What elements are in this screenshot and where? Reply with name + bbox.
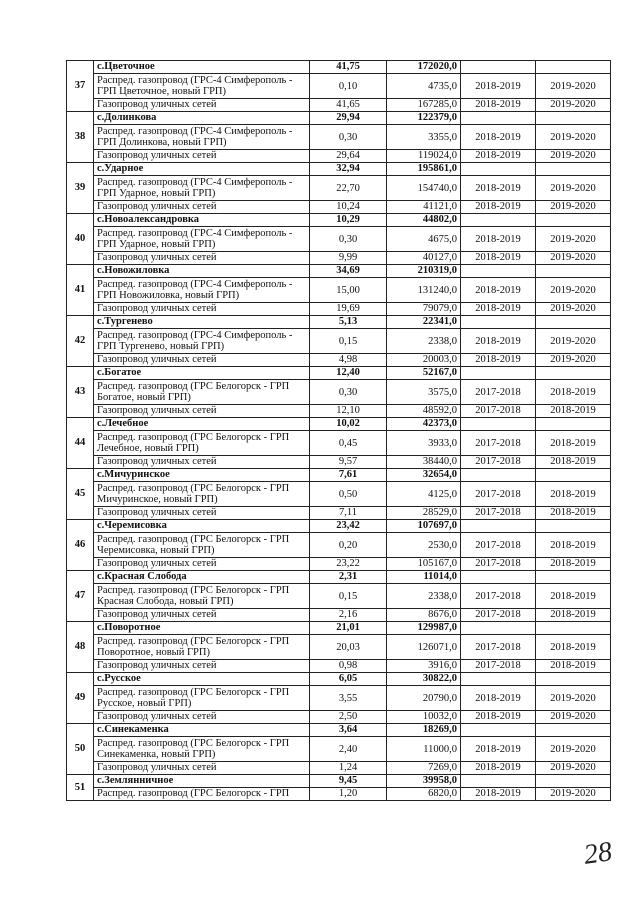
settlement-cost: 42373,0	[387, 418, 461, 431]
pipeline-row	[67, 482, 611, 507]
pipeline-cost: 79079,0	[387, 303, 461, 316]
end-period: 2018-2019	[536, 431, 611, 456]
settlement-cost: 32654,0	[387, 469, 461, 482]
settlement-name: с.Новожиловка	[94, 265, 310, 278]
pipeline-row	[67, 507, 611, 520]
pipeline-length: 0,98	[310, 660, 387, 673]
end-period: 2019-2020	[536, 252, 611, 265]
pipeline-row	[67, 533, 611, 558]
pipeline-cost: 126071,0	[387, 635, 461, 660]
end-period-cell	[536, 520, 611, 533]
row-number: 46	[67, 520, 94, 571]
settlement-row	[67, 622, 611, 635]
pipeline-row	[67, 303, 611, 316]
settlement-name: с.Мичуринское	[94, 469, 310, 482]
settlement-length: 10,29	[310, 214, 387, 227]
start-period-cell	[461, 775, 536, 788]
pipeline-length: 2,40	[310, 737, 387, 762]
start-period-cell	[461, 265, 536, 278]
settlement-length: 23,42	[310, 520, 387, 533]
pipeline-row	[67, 456, 611, 469]
pipeline-cost: 3575,0	[387, 380, 461, 405]
start-period: 2018-2019	[461, 762, 536, 775]
end-period: 2019-2020	[536, 125, 611, 150]
pipeline-name: Распред. газопровод (ГРС Белогорск - ГРП Русское, новый ГРП)	[94, 686, 310, 711]
end-period-cell	[536, 622, 611, 635]
start-period-cell	[461, 367, 536, 380]
start-period-cell	[461, 163, 536, 176]
settlement-row	[67, 520, 611, 533]
settlement-length: 10,02	[310, 418, 387, 431]
pipeline-cost: 154740,0	[387, 176, 461, 201]
start-period-cell	[461, 724, 536, 737]
pipeline-row	[67, 329, 611, 354]
end-period-cell	[536, 265, 611, 278]
pipeline-cost: 11000,0	[387, 737, 461, 762]
settlement-cost: 195861,0	[387, 163, 461, 176]
row-number: 44	[67, 418, 94, 469]
pipeline-name: Газопровод уличных сетей	[94, 150, 310, 163]
start-period: 2017-2018	[461, 558, 536, 571]
settlement-name: с.Синекаменка	[94, 724, 310, 737]
pipeline-length: 9,57	[310, 456, 387, 469]
start-period: 2017-2018	[461, 660, 536, 673]
pipeline-cost: 40127,0	[387, 252, 461, 265]
pipeline-length: 0,15	[310, 584, 387, 609]
end-period: 2019-2020	[536, 303, 611, 316]
pipeline-length: 0,10	[310, 74, 387, 99]
row-number: 41	[67, 265, 94, 316]
pipeline-length: 19,69	[310, 303, 387, 316]
pipeline-cost: 4125,0	[387, 482, 461, 507]
end-period-cell	[536, 775, 611, 788]
end-period: 2018-2019	[536, 380, 611, 405]
pipeline-row	[67, 99, 611, 112]
end-period-cell	[536, 724, 611, 737]
settlement-cost: 22341,0	[387, 316, 461, 329]
table-body	[67, 61, 611, 801]
settlement-length: 41,75	[310, 61, 387, 74]
pipeline-cost: 105167,0	[387, 558, 461, 571]
row-number: 39	[67, 163, 94, 214]
start-period-cell	[461, 520, 536, 533]
pipeline-name: Распред. газопровод (ГРС-4 Симферополь - ГРП Тургенево, новый ГРП)	[94, 329, 310, 354]
end-period: 2019-2020	[536, 686, 611, 711]
pipeline-length: 20,03	[310, 635, 387, 660]
settlement-cost: 122379,0	[387, 112, 461, 125]
end-period: 2018-2019	[536, 405, 611, 418]
pipeline-name: Распред. газопровод (ГРС Белогорск - ГРП Лечебное, новый ГРП)	[94, 431, 310, 456]
end-period: 2018-2019	[536, 558, 611, 571]
start-period: 2018-2019	[461, 74, 536, 99]
row-number: 43	[67, 367, 94, 418]
end-period: 2019-2020	[536, 150, 611, 163]
pipeline-name: Распред. газопровод (ГРС Белогорск - ГРП Черемисовка, новый ГРП)	[94, 533, 310, 558]
pipeline-name: Распред. газопровод (ГРС-4 Симферополь - ГРП Ударное, новый ГРП)	[94, 176, 310, 201]
pipeline-row	[67, 431, 611, 456]
pipeline-length: 0,30	[310, 227, 387, 252]
settlement-name: с.Долинкова	[94, 112, 310, 125]
start-period: 2018-2019	[461, 150, 536, 163]
start-period: 2017-2018	[461, 405, 536, 418]
pipeline-row	[67, 660, 611, 673]
pipeline-row	[67, 176, 611, 201]
settlement-name: с.Тургенево	[94, 316, 310, 329]
end-period: 2019-2020	[536, 278, 611, 303]
pipeline-name: Газопровод уличных сетей	[94, 354, 310, 367]
settlement-length: 7,61	[310, 469, 387, 482]
start-period: 2018-2019	[461, 125, 536, 150]
row-number: 51	[67, 775, 94, 801]
pipeline-name: Распред. газопровод (ГРС Белогорск - ГРП Поворотное, новый ГРП)	[94, 635, 310, 660]
end-period-cell	[536, 418, 611, 431]
pipeline-name: Распред. газопровод (ГРС Белогорск - ГРП	[94, 788, 310, 801]
pipeline-row	[67, 737, 611, 762]
end-period-cell	[536, 571, 611, 584]
end-period-cell	[536, 367, 611, 380]
pipeline-row	[67, 125, 611, 150]
pipeline-row	[67, 788, 611, 801]
settlement-row	[67, 418, 611, 431]
start-period: 2017-2018	[461, 482, 536, 507]
settlement-length: 2,31	[310, 571, 387, 584]
end-period: 2019-2020	[536, 788, 611, 801]
pipeline-cost: 4675,0	[387, 227, 461, 252]
settlement-row	[67, 775, 611, 788]
start-period-cell	[461, 214, 536, 227]
start-period-cell	[461, 469, 536, 482]
pipeline-name: Газопровод уличных сетей	[94, 405, 310, 418]
start-period: 2018-2019	[461, 278, 536, 303]
end-period: 2019-2020	[536, 354, 611, 367]
settlement-cost: 210319,0	[387, 265, 461, 278]
start-period-cell	[461, 571, 536, 584]
pipeline-name: Распред. газопровод (ГРС-4 Симферополь - ГРП Ударное, новый ГРП)	[94, 227, 310, 252]
pipeline-cost: 2338,0	[387, 584, 461, 609]
settlement-row	[67, 469, 611, 482]
start-period: 2017-2018	[461, 584, 536, 609]
end-period: 2019-2020	[536, 329, 611, 354]
pipeline-length: 2,50	[310, 711, 387, 724]
gasification-table	[66, 60, 611, 801]
settlement-name: с.Русское	[94, 673, 310, 686]
pipeline-length: 15,00	[310, 278, 387, 303]
start-period: 2018-2019	[461, 303, 536, 316]
settlement-cost: 172020,0	[387, 61, 461, 74]
row-number: 47	[67, 571, 94, 622]
settlement-cost: 18269,0	[387, 724, 461, 737]
end-period: 2018-2019	[536, 482, 611, 507]
end-period: 2018-2019	[536, 635, 611, 660]
end-period-cell	[536, 163, 611, 176]
pipeline-cost: 2338,0	[387, 329, 461, 354]
start-period: 2018-2019	[461, 686, 536, 711]
end-period: 2019-2020	[536, 737, 611, 762]
settlement-cost: 107697,0	[387, 520, 461, 533]
settlement-row	[67, 367, 611, 380]
start-period-cell	[461, 61, 536, 74]
pipeline-row	[67, 201, 611, 214]
start-period: 2017-2018	[461, 533, 536, 558]
pipeline-row	[67, 354, 611, 367]
pipeline-cost: 28529,0	[387, 507, 461, 520]
pipeline-name: Распред. газопровод (ГРС Белогорск - ГРП Мичуринское, новый ГРП)	[94, 482, 310, 507]
start-period: 2018-2019	[461, 788, 536, 801]
settlement-length: 12,40	[310, 367, 387, 380]
pipeline-length: 41,65	[310, 99, 387, 112]
start-period-cell	[461, 622, 536, 635]
start-period: 2017-2018	[461, 635, 536, 660]
pipeline-length: 9,99	[310, 252, 387, 265]
settlement-name: с.Черемисовка	[94, 520, 310, 533]
settlement-name: с.Красная Слобода	[94, 571, 310, 584]
settlement-cost: 52167,0	[387, 367, 461, 380]
pipeline-length: 0,15	[310, 329, 387, 354]
settlement-name: с.Цветочное	[94, 61, 310, 74]
end-period: 2019-2020	[536, 227, 611, 252]
pipeline-name: Распред. газопровод (ГРС-4 Симферополь - ГРП Цветочное, новый ГРП)	[94, 74, 310, 99]
start-period: 2017-2018	[461, 507, 536, 520]
pipeline-row	[67, 584, 611, 609]
pipeline-length: 1,20	[310, 788, 387, 801]
end-period-cell	[536, 61, 611, 74]
end-period: 2018-2019	[536, 507, 611, 520]
row-number: 48	[67, 622, 94, 673]
settlement-length: 3,64	[310, 724, 387, 737]
settlement-name: с.Богатое	[94, 367, 310, 380]
pipeline-length: 23,22	[310, 558, 387, 571]
pipeline-cost: 167285,0	[387, 99, 461, 112]
pipeline-name: Газопровод уличных сетей	[94, 507, 310, 520]
settlement-row	[67, 61, 611, 74]
start-period: 2017-2018	[461, 431, 536, 456]
pipeline-row	[67, 278, 611, 303]
start-period-cell	[461, 418, 536, 431]
pipeline-cost: 20003,0	[387, 354, 461, 367]
end-period: 2019-2020	[536, 99, 611, 112]
settlement-length: 34,69	[310, 265, 387, 278]
start-period: 2017-2018	[461, 456, 536, 469]
end-period: 2019-2020	[536, 711, 611, 724]
end-period: 2018-2019	[536, 660, 611, 673]
pipeline-length: 0,30	[310, 125, 387, 150]
settlement-cost: 129987,0	[387, 622, 461, 635]
pipeline-row	[67, 227, 611, 252]
pipeline-length: 7,11	[310, 507, 387, 520]
pipeline-name: Газопровод уличных сетей	[94, 660, 310, 673]
pipeline-cost: 48592,0	[387, 405, 461, 418]
pipeline-cost: 3933,0	[387, 431, 461, 456]
pipeline-cost: 10032,0	[387, 711, 461, 724]
settlement-length: 32,94	[310, 163, 387, 176]
settlement-row	[67, 316, 611, 329]
pipeline-cost: 2530,0	[387, 533, 461, 558]
settlement-cost: 44802,0	[387, 214, 461, 227]
row-number: 45	[67, 469, 94, 520]
start-period-cell	[461, 673, 536, 686]
end-period: 2018-2019	[536, 533, 611, 558]
settlement-cost: 39958,0	[387, 775, 461, 788]
pipeline-length: 0,50	[310, 482, 387, 507]
settlement-row	[67, 163, 611, 176]
pipeline-name: Газопровод уличных сетей	[94, 558, 310, 571]
settlement-row	[67, 571, 611, 584]
settlement-length: 29,94	[310, 112, 387, 125]
start-period-cell	[461, 112, 536, 125]
row-number: 50	[67, 724, 94, 775]
pipeline-name: Газопровод уличных сетей	[94, 201, 310, 214]
pipeline-cost: 20790,0	[387, 686, 461, 711]
pipeline-length: 3,55	[310, 686, 387, 711]
row-number: 38	[67, 112, 94, 163]
pipeline-name: Газопровод уличных сетей	[94, 762, 310, 775]
start-period: 2018-2019	[461, 99, 536, 112]
pipeline-name: Газопровод уличных сетей	[94, 711, 310, 724]
page-number: 28	[581, 836, 614, 871]
pipeline-row	[67, 74, 611, 99]
pipeline-length: 0,30	[310, 380, 387, 405]
start-period: 2018-2019	[461, 227, 536, 252]
pipeline-length: 0,45	[310, 431, 387, 456]
pipeline-name: Распред. газопровод (ГРС Белогорск - ГРП Богатое, новый ГРП)	[94, 380, 310, 405]
end-period: 2018-2019	[536, 584, 611, 609]
settlement-row	[67, 112, 611, 125]
pipeline-length: 29,64	[310, 150, 387, 163]
settlement-length: 6,05	[310, 673, 387, 686]
settlement-name: с.Землянничное	[94, 775, 310, 788]
pipeline-name: Распред. газопровод (ГРС-4 Симферополь - ГРП Долинкова, новый ГРП)	[94, 125, 310, 150]
end-period-cell	[536, 214, 611, 227]
start-period: 2018-2019	[461, 176, 536, 201]
start-period: 2018-2019	[461, 354, 536, 367]
pipeline-cost: 131240,0	[387, 278, 461, 303]
pipeline-row	[67, 762, 611, 775]
pipeline-row	[67, 558, 611, 571]
pipeline-cost: 3916,0	[387, 660, 461, 673]
settlement-cost: 11014,0	[387, 571, 461, 584]
settlement-length: 9,45	[310, 775, 387, 788]
pipeline-name: Газопровод уличных сетей	[94, 456, 310, 469]
settlement-name: с.Новоалександровка	[94, 214, 310, 227]
pipeline-cost: 119024,0	[387, 150, 461, 163]
pipeline-row	[67, 609, 611, 622]
pipeline-row	[67, 380, 611, 405]
pipeline-cost: 41121,0	[387, 201, 461, 214]
start-period: 2018-2019	[461, 252, 536, 265]
start-period: 2018-2019	[461, 201, 536, 214]
pipeline-length: 1,24	[310, 762, 387, 775]
pipeline-cost: 38440,0	[387, 456, 461, 469]
end-period: 2019-2020	[536, 201, 611, 214]
pipeline-name: Газопровод уличных сетей	[94, 609, 310, 622]
pipeline-row	[67, 150, 611, 163]
end-period-cell	[536, 469, 611, 482]
settlement-row	[67, 265, 611, 278]
end-period: 2018-2019	[536, 456, 611, 469]
start-period: 2018-2019	[461, 711, 536, 724]
row-number: 42	[67, 316, 94, 367]
settlement-row	[67, 673, 611, 686]
settlement-cost: 30822,0	[387, 673, 461, 686]
pipeline-length: 2,16	[310, 609, 387, 622]
pipeline-row	[67, 686, 611, 711]
pipeline-name: Распред. газопровод (ГРС Белогорск - ГРП Синекаменка, новый ГРП)	[94, 737, 310, 762]
pipeline-name: Газопровод уличных сетей	[94, 303, 310, 316]
end-period-cell	[536, 112, 611, 125]
end-period-cell	[536, 316, 611, 329]
row-number: 37	[67, 61, 94, 112]
settlement-length: 21,01	[310, 622, 387, 635]
row-number: 40	[67, 214, 94, 265]
end-period: 2018-2019	[536, 609, 611, 622]
end-period-cell	[536, 673, 611, 686]
settlement-length: 5,13	[310, 316, 387, 329]
start-period: 2018-2019	[461, 737, 536, 762]
start-period: 2018-2019	[461, 329, 536, 354]
settlement-name: с.Ударное	[94, 163, 310, 176]
pipeline-cost: 3355,0	[387, 125, 461, 150]
settlement-name: с.Поворотное	[94, 622, 310, 635]
pipeline-name: Газопровод уличных сетей	[94, 252, 310, 265]
pipeline-row	[67, 252, 611, 265]
pipeline-name: Распред. газопровод (ГРС-4 Симферополь - ГРП Новожиловка, новый ГРП)	[94, 278, 310, 303]
start-period: 2017-2018	[461, 380, 536, 405]
pipeline-row	[67, 635, 611, 660]
settlement-name: с.Лечебное	[94, 418, 310, 431]
pipeline-cost: 8676,0	[387, 609, 461, 622]
settlement-row	[67, 724, 611, 737]
settlement-row	[67, 214, 611, 227]
pipeline-length: 0,20	[310, 533, 387, 558]
start-period: 2017-2018	[461, 609, 536, 622]
end-period: 2019-2020	[536, 74, 611, 99]
pipeline-name: Газопровод уличных сетей	[94, 99, 310, 112]
pipeline-length: 12,10	[310, 405, 387, 418]
pipeline-row	[67, 405, 611, 418]
pipeline-cost: 7269,0	[387, 762, 461, 775]
start-period-cell	[461, 316, 536, 329]
pipeline-name: Распред. газопровод (ГРС Белогорск - ГРП Красная Слобода, новый ГРП)	[94, 584, 310, 609]
pipeline-cost: 6820,0	[387, 788, 461, 801]
pipeline-length: 10,24	[310, 201, 387, 214]
pipeline-length: 22,70	[310, 176, 387, 201]
end-period: 2019-2020	[536, 176, 611, 201]
pipeline-row	[67, 711, 611, 724]
end-period: 2019-2020	[536, 762, 611, 775]
pipeline-length: 4,98	[310, 354, 387, 367]
row-number: 49	[67, 673, 94, 724]
pipeline-cost: 4735,0	[387, 74, 461, 99]
